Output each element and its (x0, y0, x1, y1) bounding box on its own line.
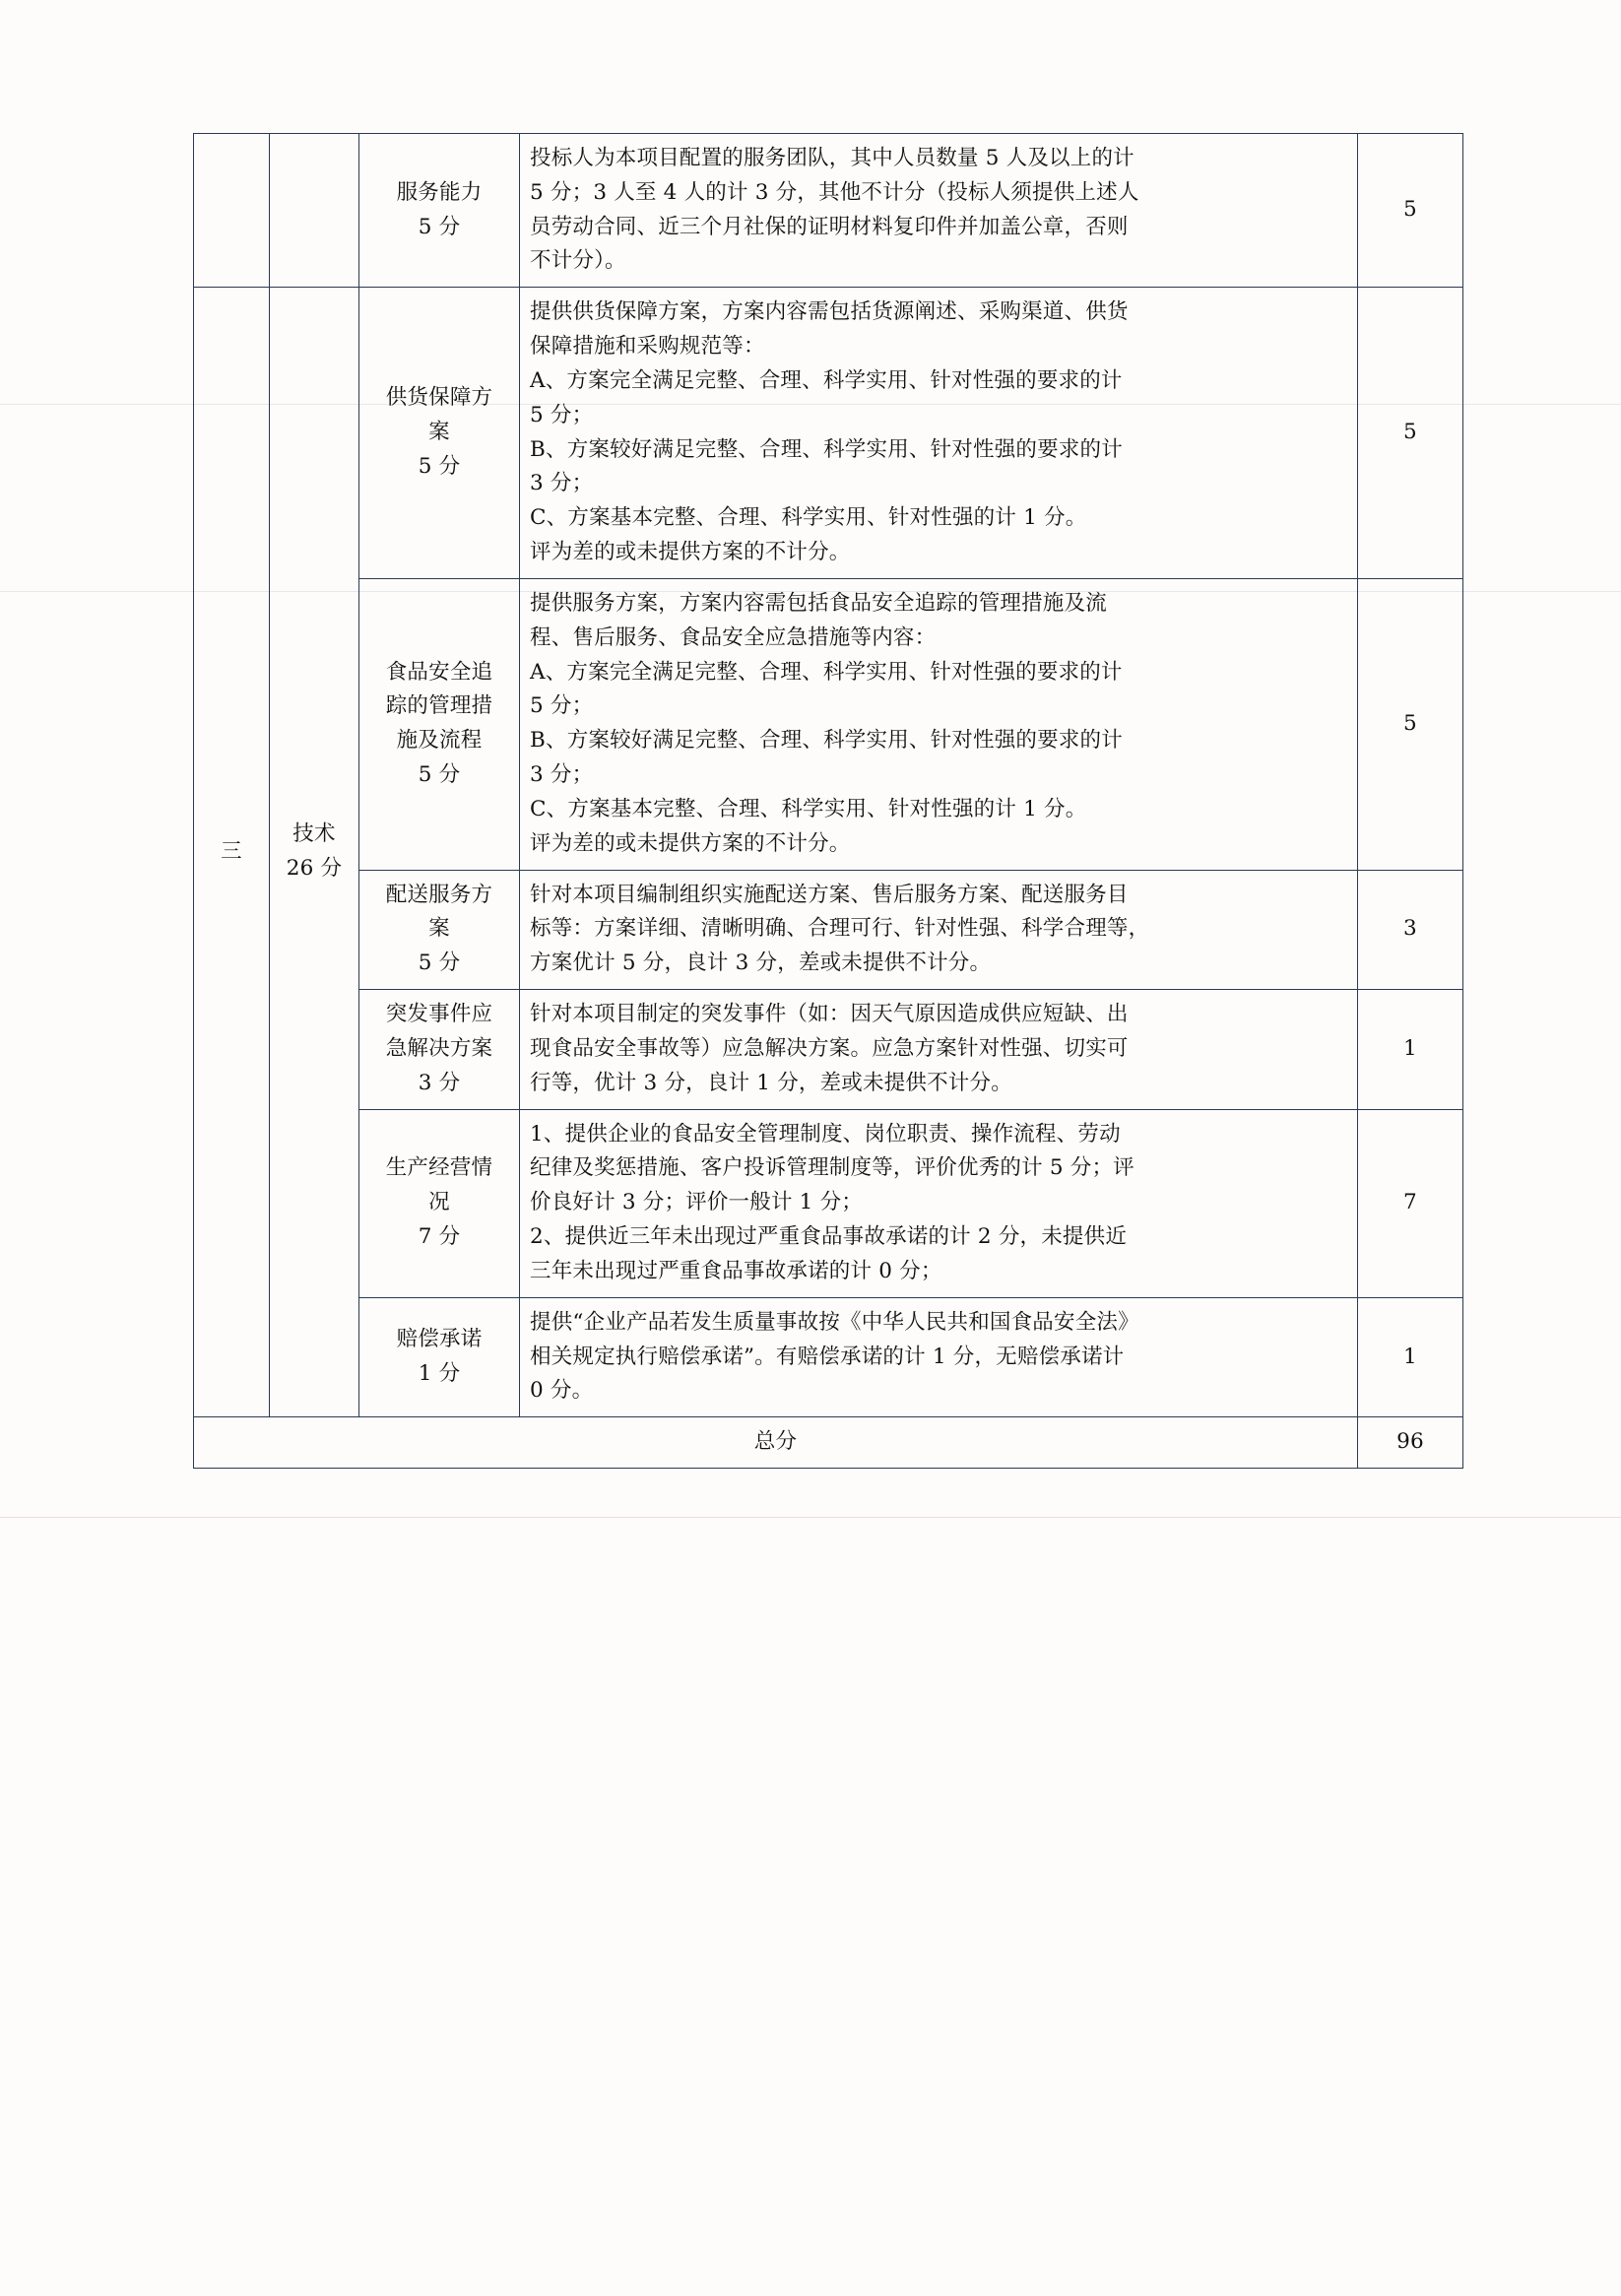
item-line: 施及流程 (396, 728, 483, 754)
item-line: 3 分 (418, 1070, 461, 1095)
row-no-blank (194, 134, 270, 288)
item-name (359, 134, 520, 288)
desc-line: 提供供货保障方案，方案内容需包括货源阐述、采购渠道、供货 (530, 299, 1129, 325)
desc-line: 评为差的或未提供方案的不计分。 (530, 540, 851, 565)
item-description (520, 990, 1358, 1109)
desc-line: 3 分； (530, 471, 594, 496)
total-score: 96 (1358, 1417, 1463, 1469)
item-line: 5 分 (418, 214, 461, 239)
item-name (359, 288, 520, 579)
category-name-line: 技术 (292, 821, 336, 847)
item-description (520, 134, 1358, 288)
desc-line: C、方案基本完整、合理、科学实用、针对性强的计 1 分。 (530, 505, 1087, 531)
desc-line: 2、提供近三年未出现过严重食品事故承诺的计 2 分，未提供近 (530, 1224, 1128, 1250)
item-line: 生产经营情 (385, 1155, 493, 1181)
item-line: 况 (428, 1190, 450, 1215)
item-line: 赔偿承诺 (396, 1327, 483, 1352)
desc-line: 方案优计 5 分，良计 3 分，差或未提供不计分。 (530, 951, 992, 976)
item-score: 5 (1358, 134, 1463, 288)
item-name (359, 990, 520, 1109)
category-name-line: 26 分 (286, 856, 343, 882)
desc-line: 5 分； (530, 693, 594, 719)
total-row (194, 1417, 1463, 1469)
item-description (520, 1109, 1358, 1297)
desc-line: 标等：方案详细、清晰明确、合理可行、针对性强、科学合理等， (530, 916, 1150, 942)
desc-line: 投标人为本项目配置的服务团队，其中人员数量 5 人及以上的计 (530, 146, 1135, 170)
category-no: 三 (194, 288, 270, 1417)
item-line: 案 (428, 420, 450, 445)
desc-line: 5 分； (530, 402, 594, 427)
table-row (194, 1109, 1463, 1297)
item-score: 5 (1358, 578, 1463, 870)
desc-line: 程、售后服务、食品安全应急措施等内容： (530, 624, 937, 650)
item-description (520, 1297, 1358, 1416)
desc-line: 不计分）。 (530, 248, 626, 274)
item-line: 1 分 (418, 1360, 461, 1386)
desc-line: B、方案较好满足完整、合理、科学实用、针对性强的要求的计 (530, 436, 1123, 462)
desc-line: 5 分；3 人至 4 人的计 3 分，其他不计分（投标人须提供上述人 (530, 179, 1139, 205)
item-line: 5 分 (418, 454, 461, 480)
category-name (270, 288, 359, 1417)
item-score: 5 (1358, 288, 1463, 579)
item-score: 3 (1358, 870, 1463, 989)
item-line: 踪的管理措 (385, 693, 493, 719)
desc-line: 现食品安全事故等）应急解决方案。应急方案针对性强、切实可 (530, 1035, 1129, 1061)
table-row (194, 578, 1463, 870)
table-row (194, 990, 1463, 1109)
item-name (359, 870, 520, 989)
desc-line: 评为差的或未提供方案的不计分。 (530, 830, 851, 856)
desc-line: B、方案较好满足完整、合理、科学实用、针对性强的要求的计 (530, 728, 1123, 754)
item-name (359, 578, 520, 870)
desc-line: 员劳动合同、近三个月社保的证明材料复印件并加盖公章，否则 (530, 214, 1129, 239)
item-line: 配送服务方 (385, 882, 493, 907)
desc-line: C、方案基本完整、合理、科学实用、针对性强的计 1 分。 (530, 796, 1087, 821)
item-line: 7 分 (418, 1224, 461, 1250)
item-line: 食品安全追 (385, 659, 493, 685)
desc-line: 针对本项目制定的突发事件（如：因天气原因造成供应短缺、出 (530, 1002, 1129, 1027)
desc-line: 1、提供企业的食品安全管理制度、岗位职责、操作流程、劳动 (530, 1121, 1121, 1147)
table-row (194, 288, 1463, 579)
desc-line: A、方案完全满足完整、合理、科学实用、针对性强的要求的计 (530, 367, 1123, 393)
item-line: 急解决方案 (385, 1035, 493, 1061)
item-score: 1 (1358, 990, 1463, 1109)
item-line: 案 (428, 916, 450, 942)
item-score: 7 (1358, 1109, 1463, 1297)
table-row (194, 1297, 1463, 1416)
evaluation-score-table (193, 133, 1463, 1469)
table-row (194, 134, 1463, 288)
total-label: 总分 (194, 1417, 1358, 1469)
table-row (194, 870, 1463, 989)
desc-line: A、方案完全满足完整、合理、科学实用、针对性强的要求的计 (530, 659, 1123, 685)
item-line: 突发事件应 (385, 1002, 493, 1027)
item-name (359, 1297, 520, 1416)
item-description (520, 870, 1358, 989)
desc-line: 三年未出现过严重食品事故承诺的计 0 分； (530, 1258, 942, 1283)
desc-line: 0 分。 (530, 1378, 594, 1404)
item-description (520, 288, 1358, 579)
desc-line: 提供“企业产品若发生质量事故按《中华人民共和国食品安全法》 (530, 1309, 1139, 1335)
desc-line: 纪律及奖惩措施、客户投诉管理制度等，评价优秀的计 5 分；评 (530, 1155, 1135, 1181)
desc-line: 行等，优计 3 分，良计 1 分，差或未提供不计分。 (530, 1070, 1012, 1095)
desc-line: 保障措施和采购规范等： (530, 334, 765, 360)
item-line: 5 分 (418, 951, 461, 976)
item-line: 供货保障方 (385, 385, 493, 411)
scan-artifact-line (0, 1517, 1621, 1518)
item-line: 5 分 (418, 762, 461, 788)
desc-line: 提供服务方案，方案内容需包括食品安全追踪的管理措施及流 (530, 590, 1107, 616)
row-cat-blank (270, 134, 359, 288)
desc-line: 针对本项目编制组织实施配送方案、售后服务方案、配送服务目 (530, 882, 1129, 907)
desc-line: 3 分； (530, 762, 594, 788)
item-description (520, 578, 1358, 870)
item-score: 1 (1358, 1297, 1463, 1416)
desc-line: 价良好计 3 分；评价一般计 1 分； (530, 1190, 863, 1215)
item-line: 服务能力 (396, 179, 483, 205)
desc-line: 相关规定执行赔偿承诺”。有赔偿承诺的计 1 分，无赔偿承诺计 (530, 1344, 1125, 1369)
item-name (359, 1109, 520, 1297)
